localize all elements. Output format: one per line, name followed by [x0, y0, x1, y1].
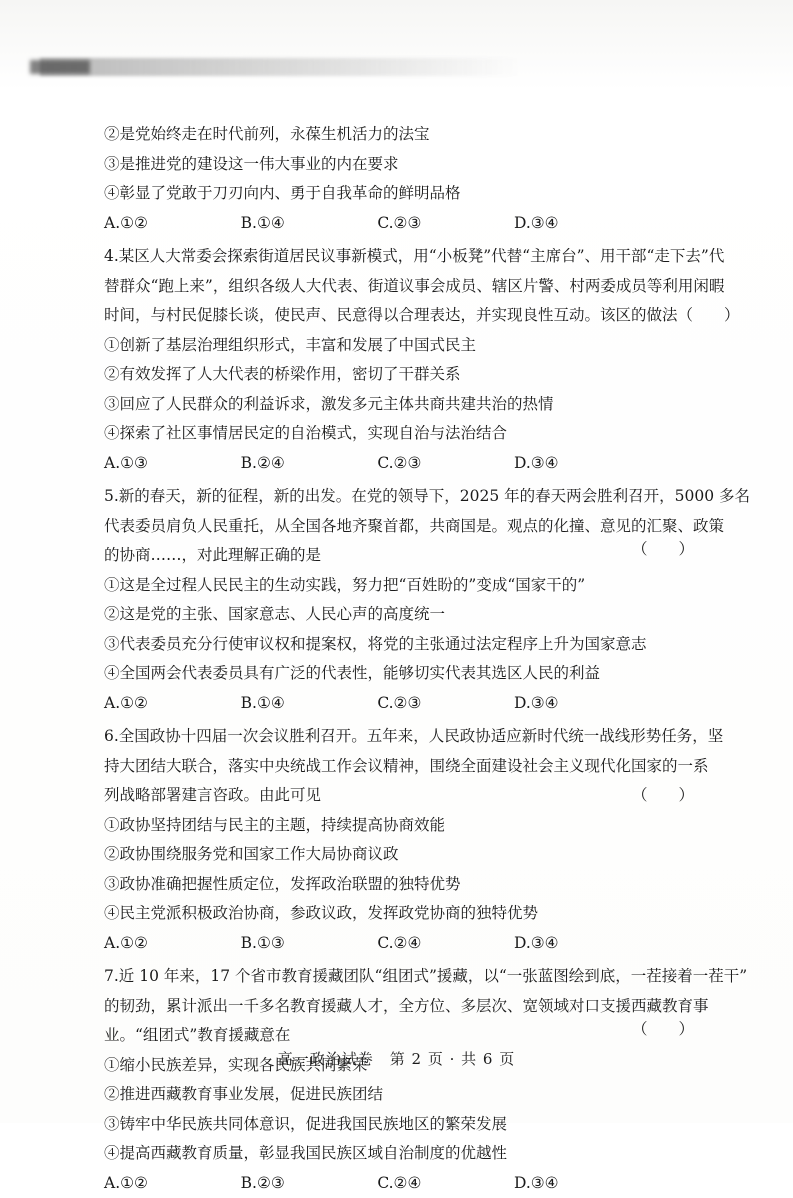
- q5-stem-last: [104, 541, 704, 571]
- question-5: [104, 482, 704, 718]
- q5-item-3: ③代表委员充分行使审议权和提案权，将党的主张通过法定程序上升为国家意志: [104, 630, 704, 660]
- question-4: [104, 242, 704, 478]
- q7-option-a[interactable]: A.①②: [104, 1169, 164, 1198]
- q5-stem-line-3: 的协商……，对此理解正确的是: [104, 541, 704, 571]
- q5-option-a[interactable]: A.①②: [104, 689, 164, 719]
- q4-stem-line-2: 替群众“跑上来”，组织各级人大代表、街道议事会成员、辖区片警、村两委成员等利用闲暇: [104, 272, 704, 302]
- q7-option-b[interactable]: B.②③: [241, 1169, 301, 1198]
- q6-stem-line-3: 列战略部署建言咨政。由此可见: [104, 781, 704, 811]
- q5-item-1: ①这是全过程人民民主的生动实践，努力把“百姓盼的”变成“国家干的”: [104, 571, 704, 601]
- q6-answer-paren: （ ）: [632, 781, 694, 811]
- page-footer: 高一政治试卷 第 2 页 · 共 6 页: [0, 1048, 793, 1069]
- q6-item-3: ③政协准确把握性质定位，发挥政治联盟的独特优势: [104, 870, 704, 900]
- q6-option-a[interactable]: A.①②: [104, 929, 164, 959]
- q6-item-4: ④民主党派积极政治协商，参政议政，发挥政党协商的独特优势: [104, 899, 704, 929]
- q3-option-c[interactable]: C.②③: [377, 209, 437, 239]
- q3-item-4: ④彰显了党敢于刀刃向内、勇于自我革命的鲜明品格: [104, 179, 704, 209]
- q6-option-b[interactable]: B.①③: [241, 929, 301, 959]
- q5-option-b[interactable]: B.①④: [241, 689, 301, 719]
- q5-options: [104, 689, 574, 719]
- q7-item-4: ④提高西藏教育质量，彰显我国民族区域自治制度的优越性: [104, 1139, 704, 1169]
- scan-header-blur: [40, 58, 520, 76]
- q4-options: [104, 449, 574, 479]
- q4-stem-line-1: 4.某区人大常委会探索街道居民议事新模式，用“小板凳”代替“主席台”、用干部“走下去”代: [104, 242, 704, 272]
- question-content: [104, 120, 704, 1198]
- q3-item-3: ③是推进党的建设这一伟大事业的内在要求: [104, 150, 704, 180]
- q6-stem-line-1: 6.全国政协十四届一次会议胜利召开。五年来，人民政协适应新时代统一战线形势任务，坚: [104, 722, 704, 752]
- q7-item-2: ②推进西藏教育事业发展，促进民族团结: [104, 1080, 704, 1110]
- q7-stem-line-3: 业。“组团式”教育援藏意在: [104, 1021, 704, 1051]
- q5-item-4: ④全国两会代表委员具有广泛的代表性，能够切实代表其选区人民的利益: [104, 659, 704, 689]
- question-7: [104, 962, 704, 1198]
- q5-option-d[interactable]: D.③④: [514, 689, 574, 719]
- q5-item-2: ②这是党的主张、国家意志、人民心声的高度统一: [104, 600, 704, 630]
- q3-option-b[interactable]: B.①④: [241, 209, 301, 239]
- q6-item-2: ②政协围绕服务党和国家工作大局协商议政: [104, 840, 704, 870]
- q4-item-1: ①创新了基层治理组织形式，丰富和发展了中国式民主: [104, 331, 704, 361]
- q5-stem-line-2: 代表委员肩负人民重托，从全国各地齐聚首都，共商国是。观点的化撞、意见的汇聚、政策: [104, 512, 704, 542]
- q4-option-c[interactable]: C.②③: [377, 449, 437, 479]
- q6-stem-last: [104, 781, 704, 811]
- q3-option-d[interactable]: D.③④: [514, 209, 574, 239]
- q3-continuation: [104, 120, 704, 238]
- q6-item-1: ①政协坚持团结与民主的主题，持续提高协商效能: [104, 811, 704, 841]
- q7-item-1: ①缩小民族差异，实现各民族共同繁荣: [104, 1051, 704, 1081]
- q4-item-3: ③回应了人民群众的利益诉求，激发多元主体共商共建共治的热情: [104, 390, 704, 420]
- q7-stem-last: [104, 1021, 704, 1051]
- q4-option-b[interactable]: B.②④: [241, 449, 301, 479]
- q5-stem-line-1: 5.新的春天，新的征程，新的出发。在党的领导下，2025 年的春天两会胜利召开，5000 多名: [104, 482, 704, 512]
- q4-option-d[interactable]: D.③④: [514, 449, 574, 479]
- q5-answer-paren: （ ）: [632, 535, 694, 565]
- q4-item-4: ④探索了社区事情居民定的自治模式，实现自治与法治结合: [104, 419, 704, 449]
- q7-stem-line-1: 7.近 10 年来，17 个省市教育援藏团队“组团式”援藏，以“一张蓝图绘到底，一茬接着一茬干”: [104, 962, 704, 992]
- q6-stem-line-2: 持大团结大联合，落实中央统战工作会议精神，围绕全面建设社会主义现代化国家的一系: [104, 752, 704, 782]
- q5-option-c[interactable]: C.②③: [377, 689, 437, 719]
- q3-option-a[interactable]: A.①②: [104, 209, 164, 239]
- q7-option-c[interactable]: C.②④: [377, 1169, 437, 1198]
- q7-answer-paren: （ ）: [632, 1015, 694, 1045]
- q6-options: [104, 929, 574, 959]
- q3-options: [104, 209, 574, 239]
- q7-item-3: ③铸牢中华民族共同体意识，促进我国民族地区的繁荣发展: [104, 1110, 704, 1140]
- q4-stem-line-3: 时间，与村民促膝长谈，使民声、民意得以合理表达，并实现良性互动。该区的做法（ ）: [104, 301, 704, 331]
- q6-option-d[interactable]: D.③④: [514, 929, 574, 959]
- q4-item-2: ②有效发挥了人大代表的桥梁作用，密切了干群关系: [104, 360, 704, 390]
- q7-option-d[interactable]: D.③④: [514, 1169, 574, 1198]
- q4-option-a[interactable]: A.①③: [104, 449, 164, 479]
- q7-stem-line-2: 的韧劲，累计派出一千多名教育援藏人才，全方位、多层次、宽领域对口支援西藏教育事: [104, 992, 704, 1022]
- q3-item-2: ②是党始终走在时代前列，永葆生机活力的法宝: [104, 120, 704, 150]
- q7-options: [104, 1169, 574, 1198]
- question-6: [104, 722, 704, 958]
- q6-option-c[interactable]: C.②④: [377, 929, 437, 959]
